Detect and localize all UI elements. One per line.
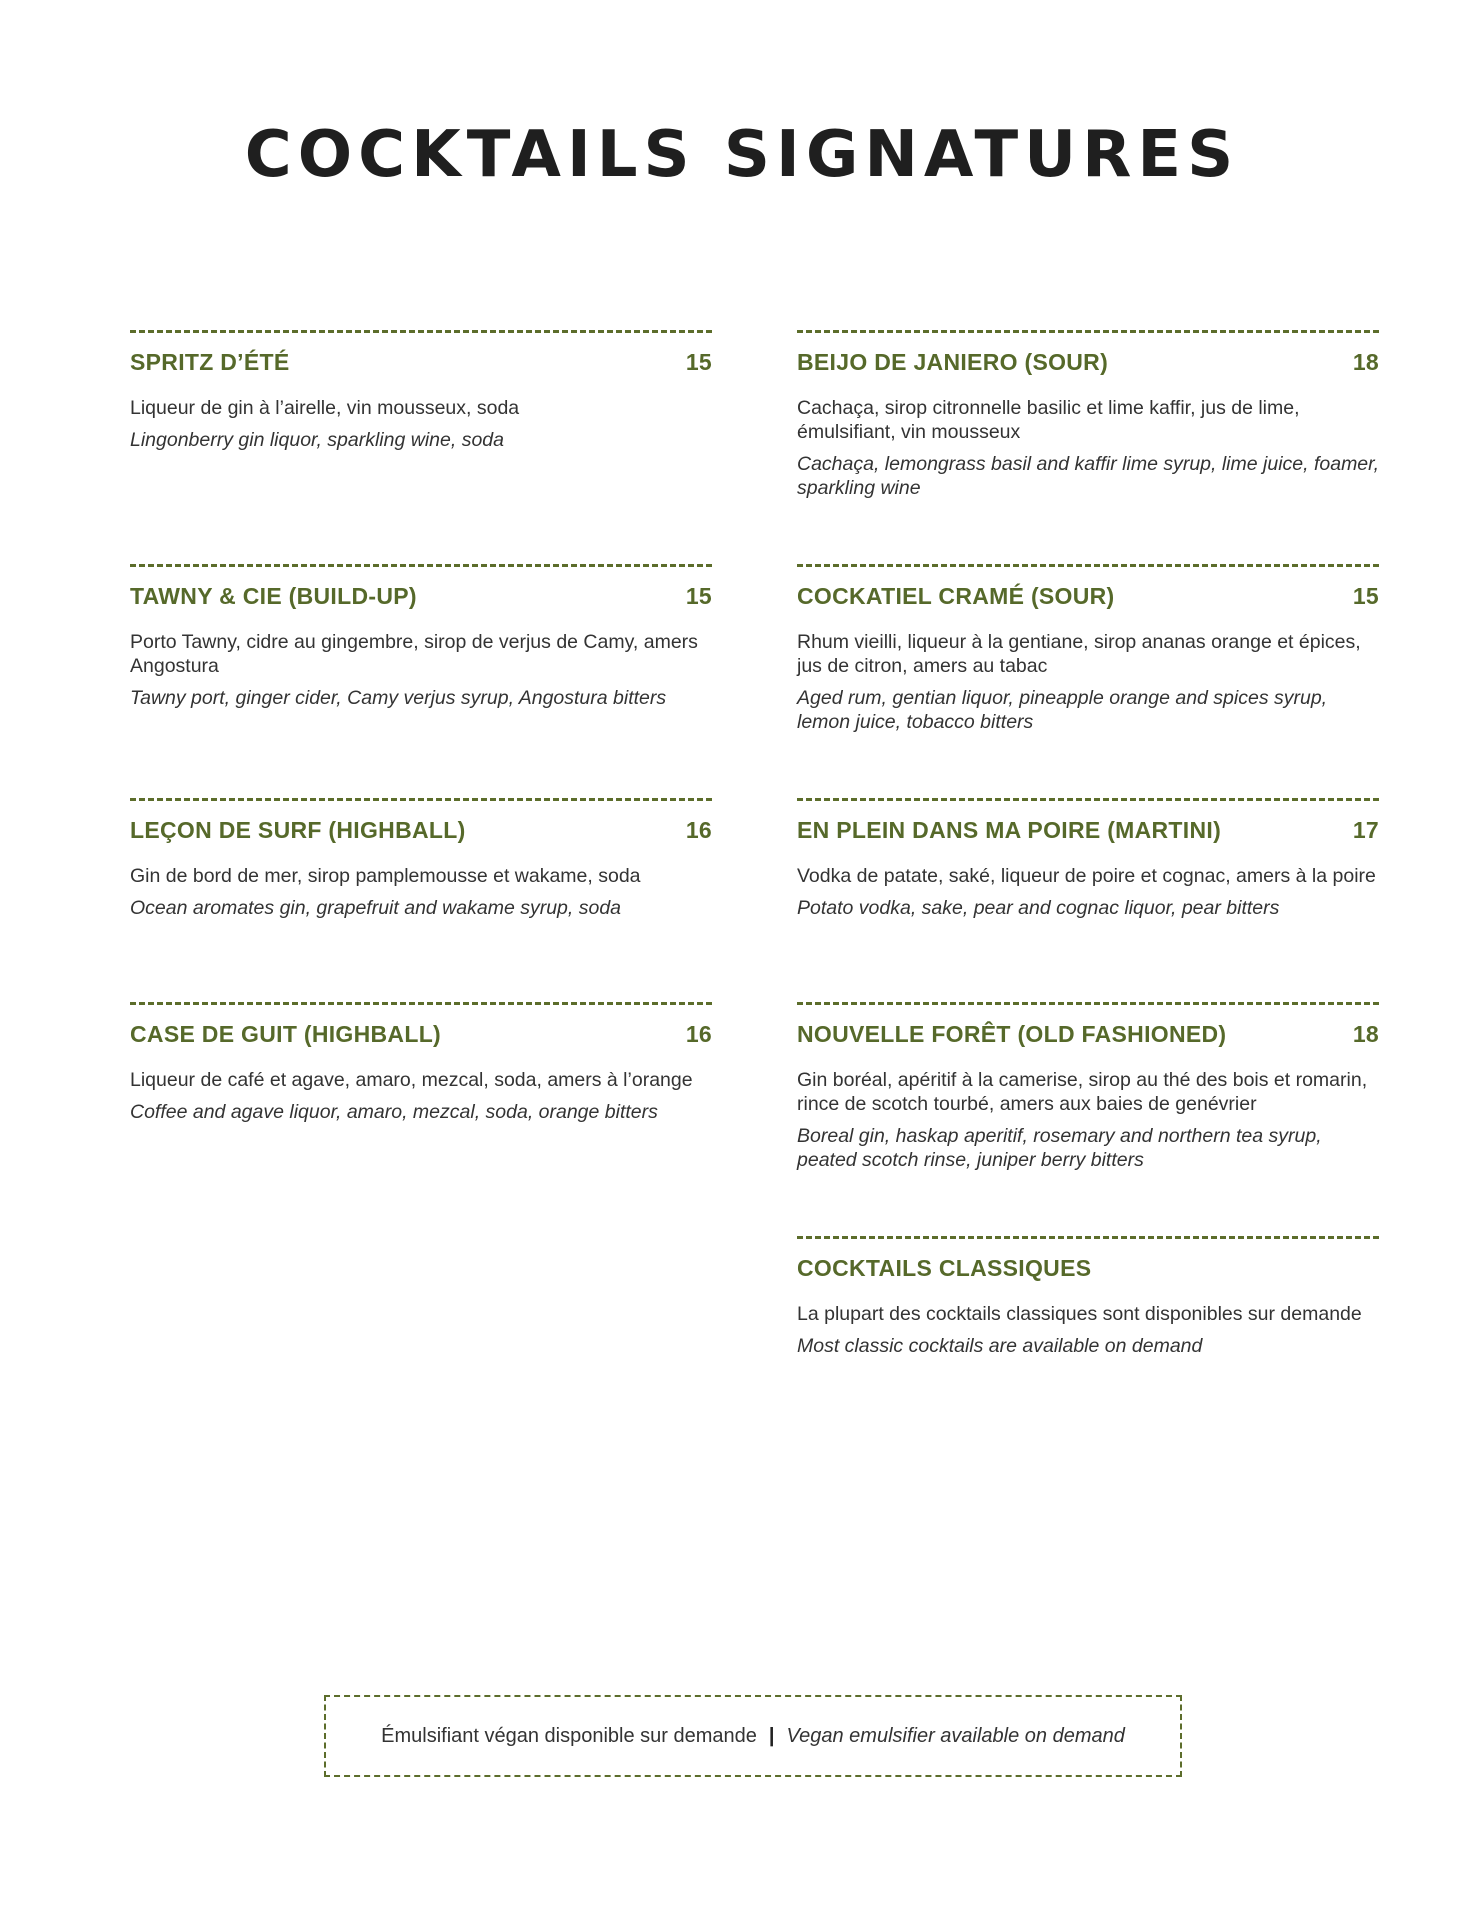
item-price: 17 (1352, 817, 1379, 843)
item-description-fr: La plupart des cocktails classiques sont disponibles sur demande (797, 1303, 1362, 1325)
footer-note-fr: Émulsifiant végan disponible sur demande (381, 1724, 757, 1747)
item-description-en: Boreal gin, haskap aperitif, rosemary and northern tea syrup, peated scotch rinse, juniper berry bitters (797, 1125, 1322, 1171)
item-description-en: Tawny port, ginger cider, Camy verjus syrup, Angostura bitters (130, 687, 667, 709)
item-name: SPRITZ D’ÉTÉ (130, 349, 290, 375)
menu-item-classics (797, 1236, 1379, 1358)
item-description-en: Ocean aromates gin, grapefruit and wakame syrup, soda (130, 897, 622, 919)
item-description-fr: Gin de bord de mer, sirop pamplemousse et wakame, soda (130, 865, 641, 887)
menu-item (797, 1002, 1379, 1172)
item-description-en: Potato vodka, sake, pear and cognac liquor, pear bitters (797, 897, 1280, 919)
dashed-divider (797, 798, 1379, 801)
dashed-divider (130, 1002, 712, 1005)
item-name: LEÇON DE SURF (HIGHBALL) (130, 817, 466, 843)
dashed-divider (797, 1002, 1379, 1005)
footer-separator: | (768, 1724, 775, 1747)
item-description-en: Coffee and agave liquor, amaro, mezcal, soda, orange bitters (130, 1101, 658, 1123)
dashed-divider (797, 330, 1379, 333)
item-description-en: Lingonberry gin liquor, sparkling wine, soda (130, 429, 504, 451)
item-description-en: Cachaça, lemongrass basil and kaffir lime syrup, lime juice, foamer, sparkling wine (797, 453, 1379, 499)
dashed-divider (130, 564, 712, 567)
menu-item (130, 798, 712, 920)
item-price: 16 (685, 1021, 712, 1047)
menu-item (130, 1002, 712, 1124)
dashed-divider (130, 330, 712, 333)
item-description-en: Aged rum, gentian liquor, pineapple orange and spices syrup, lemon juice, tobacco bitters (797, 687, 1328, 733)
footer-note-box (324, 1695, 1182, 1777)
item-description-fr: Cachaça, sirop citronnelle basilic et lime kaffir, jus de lime, émulsifiant, vin mousseux (797, 397, 1300, 443)
menu-item (797, 798, 1379, 920)
item-price: 18 (1352, 1021, 1379, 1047)
item-price: 15 (1352, 583, 1379, 609)
item-name: NOUVELLE FORÊT (OLD FASHIONED) (797, 1021, 1227, 1047)
item-name: TAWNY & CIE (BUILD-UP) (130, 583, 417, 609)
item-price: 16 (685, 817, 712, 843)
item-description-fr: Gin boréal, apéritif à la camerise, sirop au thé des bois et romarin, rince de scotch tourbé, amers aux baies de genévrier (797, 1069, 1368, 1115)
item-description-fr: Vodka de patate, saké, liqueur de poire et cognac, amers à la poire (797, 865, 1376, 887)
item-description-fr: Liqueur de gin à l’airelle, vin mousseux, soda (130, 397, 520, 419)
item-description-fr: Rhum vieilli, liqueur à la gentiane, sirop ananas orange et épices, jus de citron, amers au tabac (797, 631, 1361, 677)
footer-note-en: Vegan emulsifier available on demand (786, 1724, 1125, 1747)
item-name: EN PLEIN DANS MA POIRE (MARTINI) (797, 817, 1222, 843)
item-name: CASE DE GUIT (HIGHBALL) (130, 1021, 441, 1047)
dashed-divider (130, 798, 712, 801)
item-price: 18 (1352, 349, 1379, 375)
item-price: 15 (685, 349, 712, 375)
item-name: COCKTAILS CLASSIQUES (797, 1255, 1092, 1281)
item-name: BEIJO DE JANIERO (SOUR) (797, 349, 1109, 375)
menu-item (797, 564, 1379, 734)
dashed-divider (797, 1236, 1379, 1239)
menu-item (130, 564, 712, 710)
item-description-en: Most classic cocktails are available on demand (797, 1335, 1203, 1357)
menu-item (130, 330, 712, 452)
page-title: COCKTAILS SIGNATURES (244, 118, 1240, 192)
dashed-divider (797, 564, 1379, 567)
item-name: COCKATIEL CRAMÉ (SOUR) (797, 583, 1115, 609)
item-description-fr: Porto Tawny, cidre au gingembre, sirop de verjus de Camy, amers Angostura (130, 631, 698, 677)
menu-item (797, 330, 1379, 500)
item-description-fr: Liqueur de café et agave, amaro, mezcal, soda, amers à l’orange (130, 1069, 693, 1091)
item-price: 15 (685, 583, 712, 609)
